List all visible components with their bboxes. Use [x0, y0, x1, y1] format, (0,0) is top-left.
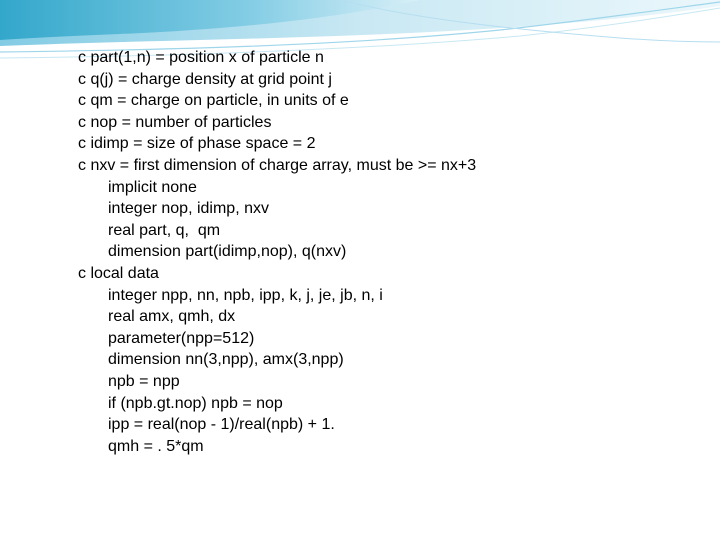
code-listing	[78, 47, 698, 457]
code-statement-line: dimension nn(3,npp), amx(3,npp)	[108, 351, 344, 369]
code-statement-line: implicit none	[108, 178, 197, 196]
code-comment-line: c idimp = size of phase space = 2	[78, 135, 316, 153]
code-statement-line: real amx, qmh, dx	[108, 308, 236, 326]
code-statement-line: if (npb.gt.nop) npb = nop	[108, 394, 283, 412]
code-comment-line: c nxv = first dimension of charge array, must be >= nx+3	[78, 156, 477, 174]
code-statement-line: ipp = real(nop - 1)/real(npb) + 1.	[108, 416, 335, 434]
code-statement-line: npb = npp	[108, 372, 180, 390]
code-statement-line: qmh = . 5*qm	[108, 437, 204, 455]
code-comment-line: c q(j) = charge density at grid point j	[78, 70, 332, 88]
code-comment-line: c qm = charge on particle, in units of e	[78, 92, 349, 110]
code-comment-line: c local data	[78, 264, 159, 282]
code-statement-line: dimension part(idimp,nop), q(nxv)	[108, 243, 347, 261]
code-comment-line: c part(1,n) = position x of particle n	[78, 49, 324, 66]
code-statement-line: parameter(npp=512)	[108, 329, 255, 347]
code-statement-line: real part, q, qm	[108, 221, 221, 239]
code-statement-line: integer npp, nn, npb, ipp, k, j, je, jb, n, i	[108, 286, 383, 304]
code-comment-line: c nop = number of particles	[78, 113, 272, 131]
code-statement-line: integer nop, idimp, nxv	[108, 200, 269, 218]
